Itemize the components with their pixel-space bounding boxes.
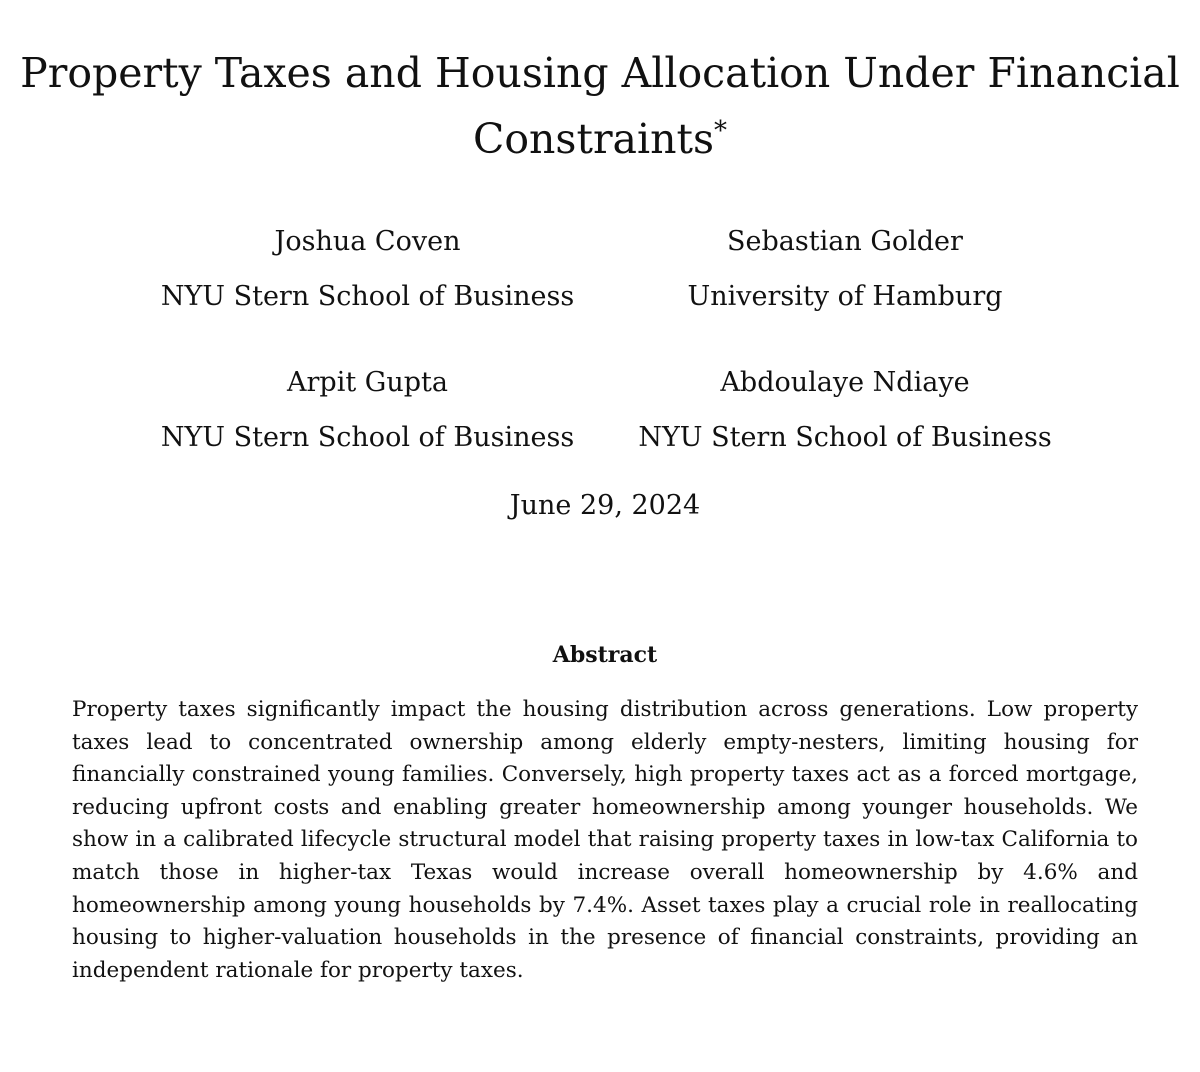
author-block-3 [140, 355, 595, 465]
author-block-4 [620, 355, 1070, 465]
author-name: Abdoulaye Ndiaye [720, 367, 970, 398]
author-name: Joshua Coven [274, 226, 461, 257]
paper-title-line-1: Property Taxes and Housing Allocation Under Financial [20, 49, 1180, 97]
abstract-heading: Abstract [552, 642, 658, 668]
abstract-text: Property taxes significantly impact the housing distribution across generations. Low property taxes lead to concentrated ownership among elderly empty-nesters, limiting housing for financially constrained young families. Conversely, high property taxes act as a forced mortgage, reducing upfront costs and enabling greater homeownership among younger households. We show in a calibrated lifecycle structural model that raising property taxes in low-tax California to match those in higher-tax Texas would increase overall homeownership by 4.6% and homeownership among young households by 7.4%. Asset taxes play a crucial role in reallocating housing to higher-valuation households in the presence of financial constraints, providing an independent rationale for property taxes. [72, 697, 1138, 983]
author-block-2 [620, 214, 1070, 324]
paper-date: June 29, 2024 [509, 490, 701, 521]
paper-title [0, 40, 1200, 172]
title-footnote-mark: * [714, 116, 728, 146]
author-affiliation: University of Hamburg [687, 281, 1003, 312]
author-affiliation: NYU Stern School of Business [638, 422, 1052, 453]
author-block-1 [140, 214, 595, 324]
author-name: Sebastian Golder [727, 226, 963, 257]
paper-title-line-2-text: Constraints [472, 115, 715, 163]
author-name: Arpit Gupta [287, 367, 448, 398]
paper-title-line-2 [0, 106, 1200, 172]
author-affiliation: NYU Stern School of Business [160, 422, 575, 453]
author-affiliation: NYU Stern School of Business [160, 281, 575, 312]
